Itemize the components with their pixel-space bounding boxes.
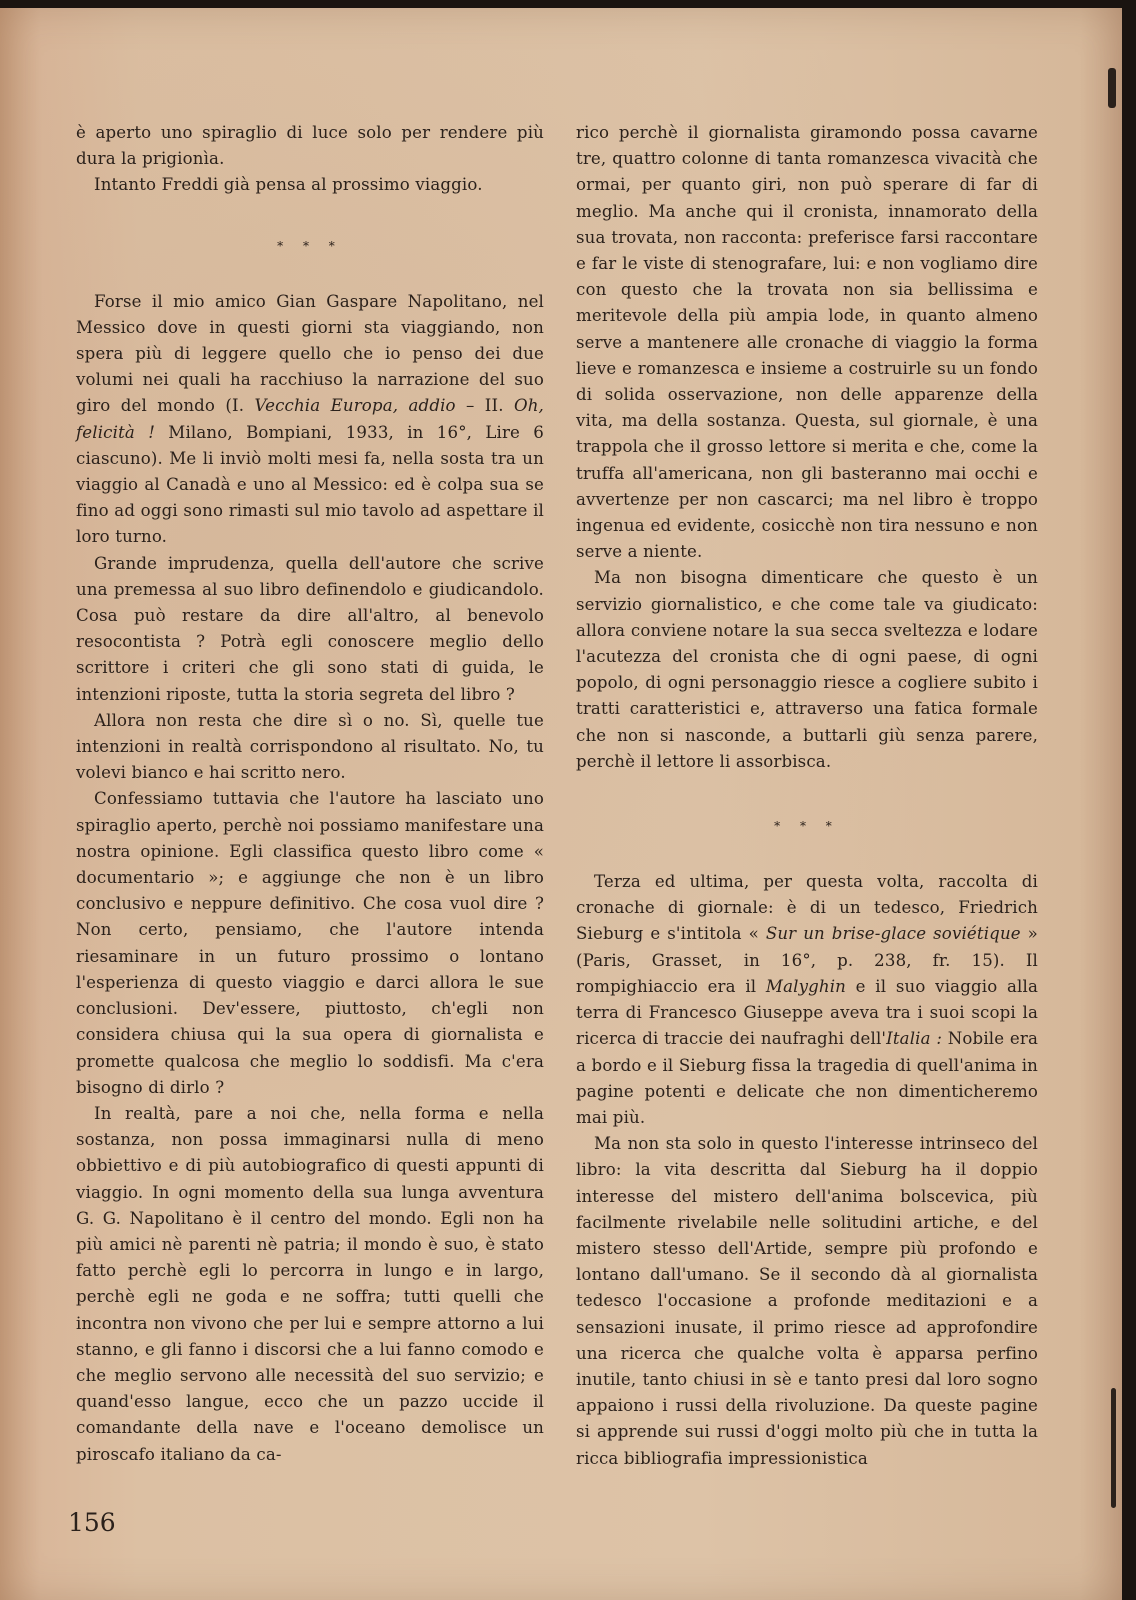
book-title: Oh, felicità ! bbox=[76, 396, 544, 442]
paragraph bbox=[76, 289, 544, 551]
paragraph: Ma non sta solo in questo l'interesse intrinseco del libro: la vita descritta dal Sieburg ha il doppio interesse del mistero dell'anima bolscevica, più facilmente rivelabile nelle solitudini artiche, e del mistero stesso dell'Artide, sempre più profondo e lontano dall'umano. Se il secondo dà al giornalista tedesco l'occasione a profonde meditazioni e a sensazioni inusate, il primo riesce ad approfondire una ricerca che qualche volta è apparsa perfino inutile, tanto chiusi in sè e tanto presi dal loro sogno appaiono i russi della rivoluzione. Da queste pagine si apprende sui russi d'oggi molto più che in tutta la ricca bibliografia impressionistica bbox=[576, 1134, 1038, 1468]
paragraph bbox=[576, 869, 1038, 1131]
left-column bbox=[76, 120, 544, 1468]
paragraph: rico perchè il giornalista giramondo possa cavarne tre, quattro colonne di tanta romanzesca vivacità che ormai, per quanto giri, non può sperare di far di meglio. Ma anche qui il cronista, innamorato della sua trovata, non racconta: preferisce farsi raccontare e far le viste di stenografare, lui: e non vogliamo dire con questo che la trovata non sia bellissima e meritevole della più ampia lode, in quanto almeno serve a mantenere alle cronache di viaggio la forma lieve e romanzesca e insieme a costruirle su un fondo di solida osservazione, non delle apparenze della vita, ma della sostanza. Questa, sul giornale, è una trappola che il grosso lettore si merita e che, come la truffa all'americana, non gli basteranno mai occhi e avvertenze per non cascarci; ma nel libro è troppo ingenua ed evidente, cosicchè non tira nessuno e non serve a niente. bbox=[576, 123, 1038, 562]
page-number: 156 bbox=[68, 1508, 116, 1537]
paragraph: In realtà, pare a noi che, nella forma e nella sostanza, non possa immaginarsi nulla di meno obbiettivo e di più autobiografico di questi appunti di viaggio. In ogni momento della sua lunga avventura G. G. Napolitano è il centro del mondo. Egli non ha più amici nè parenti nè patria; il mondo è suo, è stato fatto perchè egli lo percorra in lungo e in largo, perchè egli ne goda e ne soffra; tutti quelli che incontra non vivono che per lui e sempre attorno a lui stanno, e gli fanno i discorsi che a lui fanno comodo e che meglio servono alle necessità del suo servizio; e quand'esso langue, ecco che un pazzo uccide il comandante della nave e l'oceano demolisce un piroscafo italiano da ca- bbox=[76, 1103, 544, 1464]
paragraph: Grande imprudenza, quella dell'autore che scrive una premessa al suo libro definendolo e giudicandolo. Cosa può restare da dire all'altro, al benevolo resocontista ? Potrà egli conoscere meglio dello scrittore i criteri che gli sono stati di guida, le intenzioni riposte, tutta la storia segreta del libro ? bbox=[76, 553, 544, 704]
paragraph: Allora non resta che dire sì o no. Sì, quelle tue intenzioni in realtà corrispondono al risultato. No, tu volevi bianco e hai scritto nero. bbox=[76, 710, 544, 783]
text-run: – II. bbox=[455, 396, 514, 416]
book-title: Sur un brise-glace soviétique bbox=[765, 924, 1021, 944]
text-run: Nobile era a bordo e il Sieburg fissa la tragedia di quell'anima in pagine potenti e delicate che non dimenticheremo mai più. bbox=[576, 1029, 1038, 1127]
page-edge-shadow bbox=[1108, 68, 1116, 108]
text-run: Terza ed ultima, per questa volta, raccolta di cronache di giornale: è di un tedesco, Friedrich Sieburg e s'intitola « bbox=[576, 872, 1038, 944]
section-separator: * * * bbox=[774, 819, 840, 834]
text-run: e il suo viaggio alla terra di Francesco Giuseppe aveva tra i suoi scopi la ricerca di traccie dei naufraghi dell' bbox=[576, 976, 1038, 1049]
paragraph: Intanto Freddi già pensa al prossimo viaggio. bbox=[94, 175, 483, 195]
book-page bbox=[0, 8, 1122, 1600]
text-run: Milano, Bompiani, 1933, in 16°, Lire 6 ciascuno). Me li inviò molti mesi fa, nella sosta tra un viaggio al Canadà e uno al Messico: ed è colpa sua se fino ad oggi sono rimasti sul mio tavolo ad aspettare il loro turno. bbox=[76, 422, 544, 547]
paragraph: Confessiamo tuttavia che l'autore ha lasciato uno spiraglio aperto, perchè noi possiamo manifestare una nostra opinione. Egli classifica questo libro come « documentario »; e aggiunge che non è un libro conclusivo e neppure definitivo. Che cosa vuol dire ? Non certo, pensiamo, che l'autore intenda riesaminare in un futuro prossimo o lontano l'esperienza di questo viaggio e darci allora le sue conclusioni. Dev'essere, piuttosto, ch'egli non considera chiusa qui la sua opera di giornalista e promette qualcosa che meglio lo soddisfi. Ma c'era bisogno di dirlo ? bbox=[76, 789, 544, 1097]
text-run: » (Paris, Grasset, in 16°, p. 238, fr. 15). Il rompighiaccio era il bbox=[576, 924, 1038, 996]
book-title: Vecchia Europa, addio bbox=[254, 396, 456, 416]
ship-name: Malyghin bbox=[765, 976, 846, 996]
ship-name: Italia : bbox=[886, 1029, 943, 1049]
section-separator: * * * bbox=[277, 238, 343, 253]
page-edge-shadow bbox=[1111, 1388, 1116, 1508]
paragraph: Ma non bisogna dimenticare che questo è un servizio giornalistico, e che come tale va giudicato: allora conviene notare la sua secca sveltezza e lodare l'acutezza del cronista che di ogni paese, di ogni popolo, di ogni personaggio riesce a cogliere subito i tratti caratteristici e, attraverso una fatica formale che non si nasconde, a buttarli giù senza parere, perchè il lettore li assorbisca. bbox=[576, 568, 1038, 771]
paragraph: è aperto uno spiraglio di luce solo per rendere più dura la prigionìa. bbox=[76, 123, 544, 169]
text-run: Forse il mio amico Gian Gaspare Napolitano, nel Messico dove in questi giorni sta viaggiando, non spera più di leggere quello che io penso dei due volumi nei quali ha racchiuso la narrazione del suo giro del mondo (I. bbox=[76, 291, 544, 416]
right-column bbox=[576, 120, 1038, 1472]
